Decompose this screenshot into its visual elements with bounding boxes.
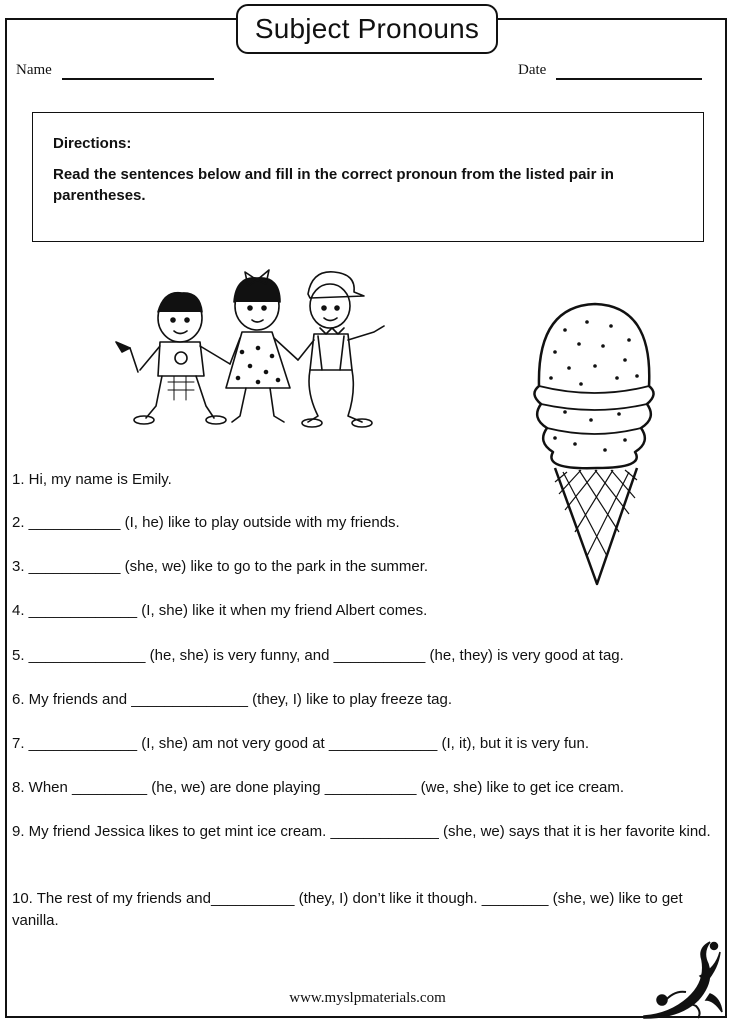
question-8: 8. When _________ (he, we) are done playing ___________ (we, she) like to get ice cream. (12, 779, 625, 796)
directions-text: Read the sentences below and fill in the correct pronoun from the listed pair in parentheses. (53, 166, 614, 204)
question-1: 1. Hi, my name is Emily. (12, 471, 172, 488)
question-6: 6. My friends and ______________ (they, I) like to play freeze tag. (12, 691, 452, 708)
flourish-ornament-icon (640, 938, 724, 1020)
name-field[interactable] (62, 78, 214, 80)
question-9: 9. My friend Jessica likes to get mint ice cream. _____________ (she, we) says that it is her favorite kind. (12, 823, 711, 840)
date-field[interactable] (556, 78, 702, 80)
name-label: Name (16, 62, 52, 78)
question-3: 3. ___________ (she, we) like to go to the park in the summer. (12, 558, 429, 575)
ice-cream-cone-illustration (525, 300, 663, 590)
directions-box (32, 112, 704, 242)
date-label: Date (518, 62, 547, 78)
question-10: 10. The rest of my friends and__________ (they, I) don’t like it though. ________ (she, we) like to get vanilla. (12, 890, 683, 929)
footer-url: www.myslpmaterials.com (289, 990, 446, 1006)
question-7: 7. _____________ (I, she) am not very good at _____________ (I, it), but it is very fun. (12, 735, 590, 752)
children-illustration (112, 260, 402, 432)
question-2: 2. ___________ (I, he) like to play outside with my friends. (12, 514, 400, 531)
question-5: 5. ______________ (he, she) is very funny, and ___________ (he, they) is very good at tag. (12, 647, 624, 664)
page-title: Subject Pronouns (236, 4, 498, 54)
directions-heading: Directions: (53, 135, 132, 152)
question-4: 4. _____________ (I, she) like it when my friend Albert comes. (12, 602, 428, 619)
